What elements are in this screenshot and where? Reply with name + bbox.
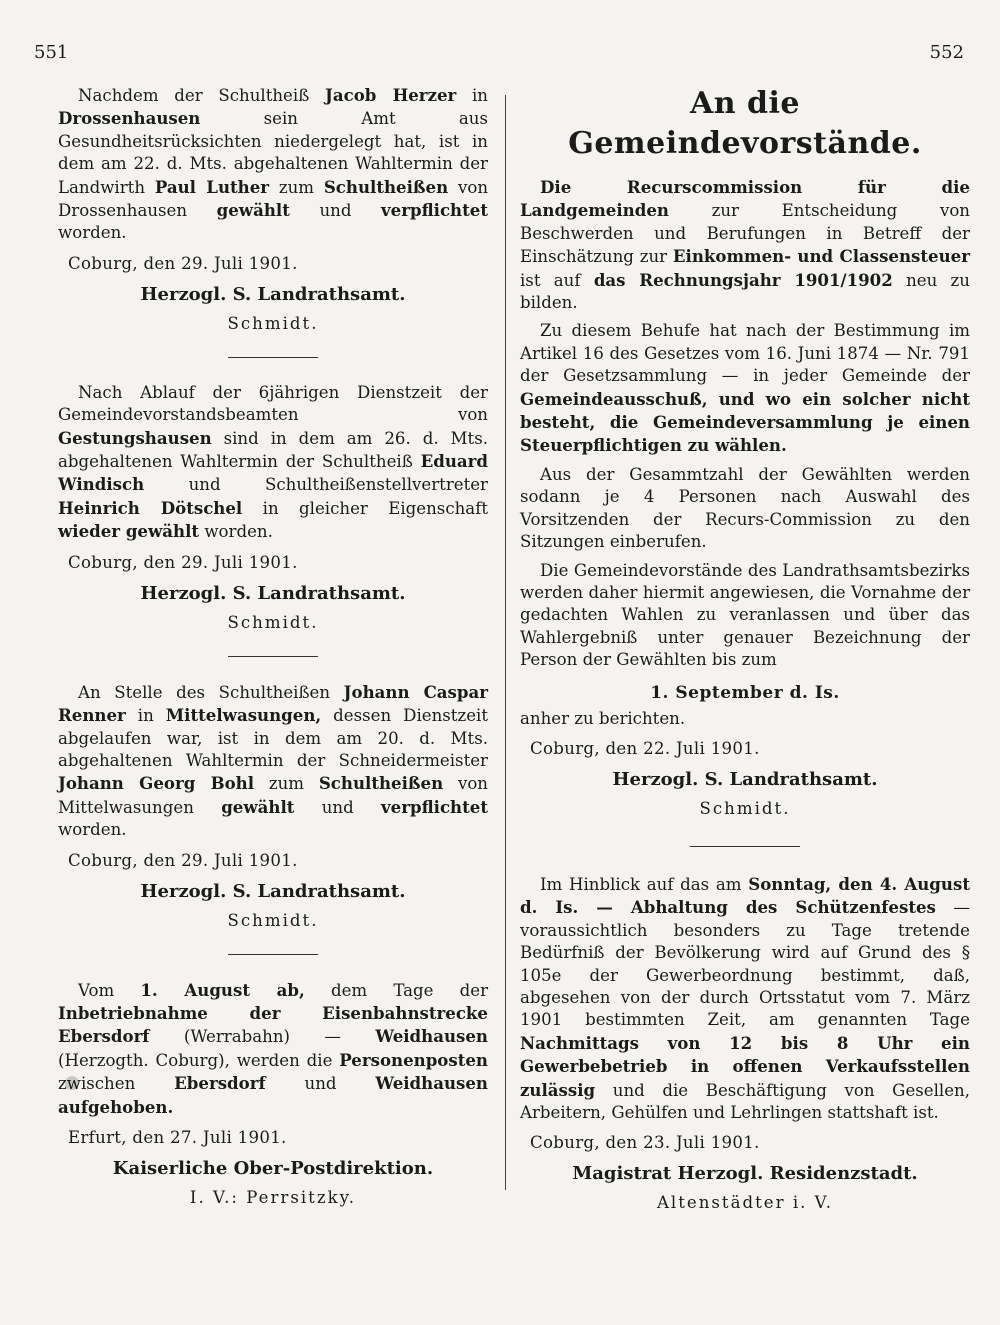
issuing-authority: Herzogl. S. Landrathsamt. <box>140 880 406 902</box>
notice-personenposten <box>58 979 488 1209</box>
text-run: Nachdem der Schultheiß <box>78 86 325 105</box>
text-run: in <box>125 706 166 726</box>
text-run: dem Tage der <box>304 980 489 1000</box>
emphasis-opening-hours: Nachmittags von 12 bis 8 Uhr ein Gewerbebetrieb in offenen Verkaufsstellen zulässig <box>520 1032 970 1100</box>
signature: I. V.: Perrsitzky. <box>189 1187 357 1207</box>
issuing-authority: Herzogl. S. Landrathsamt. <box>140 582 406 604</box>
notice-date: Coburg, den 29. Juli 1901. <box>68 850 298 870</box>
text-run: — voraussichtlich besonders zu Tage tretende Bedürfniß der Bevölkerung wird auf Grund des § 105e der Gewerbeordnung bestimmt, daß, abgesehen von der durch Ortsstatut vom 7. März 1901 bestimmten Zeit, am genannten Tage <box>520 898 971 1030</box>
text-run: zum <box>269 177 324 197</box>
text-run: und die Beschäftigung von Gesellen, Arbeitern, Gehülfen und Lehrlingen stattshaft ist. <box>520 1080 970 1122</box>
text-run: dessen Dienstzeit abgelaufen war, ist in dem am 20. d. Mts. abgehaltenen Wahltermin der Schneidermeister <box>58 706 489 770</box>
notice-mittelwasungen <box>58 681 488 932</box>
place-drossenhausen: Drossenhausen <box>58 108 201 129</box>
place-ebersdorf: Ebersdorf <box>174 1073 266 1094</box>
emphasis-steuer: Einkommen- und Classensteuer <box>672 246 970 267</box>
emphasis-schultheissen: Schultheißen <box>318 773 444 794</box>
notice-text <box>520 873 970 1124</box>
issuing-authority: Magistrat Herzogl. Residenzstadt. <box>572 1163 918 1185</box>
column-divider <box>505 95 506 1190</box>
text-run: Im Hinblick auf das am <box>540 874 749 894</box>
text-run: Vom <box>78 980 141 1000</box>
notice-date: Erfurt, den 27. Juli 1901. <box>68 1127 287 1147</box>
emphasis-verpflichtet: verpflichtet <box>381 200 488 221</box>
notice-text <box>58 979 488 1119</box>
signature: Schmidt. <box>227 313 319 333</box>
page-number-right: 552 <box>929 42 964 63</box>
section-divider <box>228 954 318 955</box>
notice-text <box>520 176 970 314</box>
text-run: worden. <box>199 522 273 542</box>
notice-text <box>58 681 488 842</box>
issuing-authority: Kaiserliche Ober-Postdirektion. <box>112 1157 434 1179</box>
name-paul-luther: Paul Luther <box>154 176 270 197</box>
emphasis-date: 1. August ab, <box>140 979 305 1000</box>
name-jacob-herzer: Jacob Herzer <box>324 85 457 105</box>
notice-schuetzenfest <box>520 873 970 1214</box>
notice-date: Coburg, den 23. Juli 1901. <box>530 1133 760 1153</box>
text-run: zum <box>254 774 319 794</box>
place-mittelwasungen: Mittelwasungen, <box>165 705 322 726</box>
text-run: sein Amt aus Gesundheitsrücksichten niedergelegt hat, ist in dem am 22. d. Mts. abgehaltenen Wahltermin der Landwirth <box>58 109 488 197</box>
emphasis-schuetzenfest: Sonntag, den 4. August d. Is. — Abhaltung des Schützenfestes <box>520 873 970 918</box>
notice-recurscommission <box>520 176 970 820</box>
emphasis-schultheissen: Schultheißen <box>323 176 449 197</box>
place-gestungshausen: Gestungshausen <box>58 427 212 448</box>
notice-text: Aus der Gesammtzahl der Gewählten werden sodann je 4 Personen nach Auswahl des Vorsitzenden der Recurs-Commission zu den Sitzungen einberufen. <box>520 464 970 552</box>
text-run: An Stelle des Schultheißen <box>78 682 344 702</box>
emphasis-verpflichtet: verpflichtet <box>381 796 488 817</box>
text-run: Nach Ablauf der 6jährigen Dienstzeit der Gemeindevorstandsbeamten von <box>58 382 488 425</box>
right-column <box>520 84 970 1214</box>
section-divider <box>228 656 318 657</box>
notice-drossenhausen <box>58 84 488 335</box>
text-run: worden. <box>58 223 127 243</box>
text-run: und <box>289 201 382 221</box>
notice-text: anher zu berichten. <box>520 708 686 728</box>
text-run: und <box>265 1074 376 1094</box>
text-run: zwischen <box>58 1074 175 1094</box>
emphasis-gewaehlt: gewählt <box>216 200 290 221</box>
text-run: von Mittelwasungen <box>58 774 488 817</box>
text-run: ist auf <box>520 270 594 290</box>
emphasis-railway: Inbetriebnahme der Eisenbahnstrecke Ebersdorf <box>58 1002 488 1047</box>
signature: Schmidt. <box>227 910 319 930</box>
emphasis-gemeindeausschuss: Gemeindeausschuß, und wo ein solcher nicht besteht, die Gemeindeversammlung je einen Steuerpflichtigen zu wählen. <box>520 388 970 456</box>
emphasis-personenposten: Personenposten <box>339 1049 488 1070</box>
left-column <box>58 84 488 1209</box>
emphasis-aufgehoben: Weidhausen aufgehoben. <box>58 1073 488 1117</box>
text-run: zur Entscheidung von Beschwerden und Berufungen in Betreff der Einschätzung zur <box>520 201 970 267</box>
page-heading: An die Gemeindevorstände. <box>568 86 922 161</box>
text-run: in gleicher Eigenschaft <box>242 498 489 518</box>
name-heinrich-doetschel: Heinrich Dötschel <box>58 497 243 518</box>
place-weidhausen: Weidhausen <box>375 1026 488 1047</box>
text-run: worden. <box>58 820 127 840</box>
notice-text: Die Gemeindevorstände des Landrathsamtsbezirks werden daher hiermit angewiesen, die Vornahme der gedachten Wahlen zu veranlassen und über das Wahlergebniß unter genauer Bezeichnung der Person der Gewählten bis zum <box>520 560 970 670</box>
emphasis-gewaehlt: gewählt <box>221 796 295 817</box>
text-run: Zu diesem Behufe hat nach der Bestimmung im Artikel 16 des Gesetzes vom 16. Juni 1874 — Nr. 791 der Gesetzsammlung — in jeder Gemeinde der <box>520 321 970 386</box>
section-divider <box>690 846 800 847</box>
notice-date: Coburg, den 22. Juli 1901. <box>530 738 760 758</box>
emphasis-recurscommission: Die Recurscommission für die Landgemeinden <box>520 177 970 221</box>
issuing-authority: Herzogl. S. Landrathsamt. <box>140 283 406 305</box>
name-johann-caspar-renner: Johann Caspar Renner <box>58 681 488 726</box>
signature: Altenstädter i. V. <box>656 1193 834 1213</box>
emphasis-wieder-gewaehlt: wieder gewählt <box>58 521 200 542</box>
notice-date: Coburg, den 29. Juli 1901. <box>68 552 298 572</box>
text-run: neu zu bilden. <box>520 270 970 313</box>
notice-text <box>58 382 488 544</box>
name-eduard-windisch: Eduard Windisch <box>58 451 488 495</box>
text-run: und <box>294 797 382 817</box>
deadline-date: 1. September d. Is. <box>650 682 840 703</box>
signature: Schmidt. <box>699 798 791 818</box>
emphasis-rechnungsjahr: das Rechnungsjahr 1901/1902 <box>593 269 893 290</box>
text-run: sind in dem am 26. d. Mts. abgehaltenen Wahltermin der Schultheiß <box>58 428 488 472</box>
text-run: und Schultheißenstellvertreter <box>144 475 488 495</box>
name-johann-georg-bohl: Johann Georg Bohl <box>58 773 255 794</box>
signature: Schmidt. <box>227 612 319 632</box>
page-number-left: 551 <box>34 42 69 63</box>
text-run: (Werrabahn) — <box>149 1027 376 1047</box>
notice-text <box>58 84 488 245</box>
notice-text <box>520 320 970 457</box>
notice-date: Coburg, den 29. Juli 1901. <box>68 253 298 273</box>
text-run: (Herzogth. Coburg), werden die <box>58 1050 340 1070</box>
notice-gestungshausen <box>58 382 488 634</box>
issuing-authority: Herzogl. S. Landrathsamt. <box>612 768 878 790</box>
text-run: in <box>456 86 488 105</box>
text-run: von Drossenhausen <box>58 177 489 221</box>
section-divider <box>228 357 318 358</box>
